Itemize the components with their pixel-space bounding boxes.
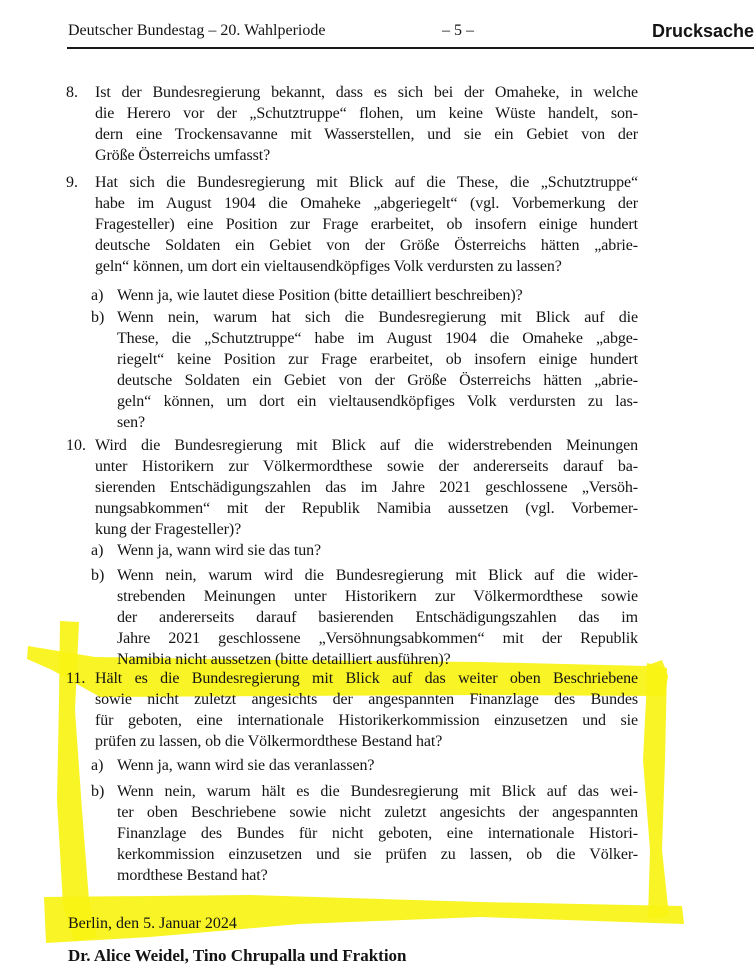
text-line: prüfen zu lassen, ob die Völkermordthese Bestand hat? (95, 733, 443, 750)
sub-item-text (117, 285, 638, 306)
sub-item-letter: a) (91, 287, 104, 304)
text-line: geln“ können, um dort ein vieltausendköpfiges Volk verdursten zu lassen? (95, 258, 562, 275)
sub-item-text (117, 540, 638, 561)
sub-item-letter: b) (91, 783, 105, 800)
question-text (95, 435, 638, 540)
header-rule (67, 47, 754, 49)
text-line: unter Historikern zur Völkermordthese sowie der andererseits darauf ba- (95, 458, 638, 475)
text-line: sowie nicht zuletzt angesichts der angespannten Finanzlage des Bundes (95, 691, 638, 708)
text-line: Größe Österreichs umfasst? (95, 147, 271, 164)
sub-item-letter: a) (91, 542, 104, 559)
question-number: 8. (66, 84, 78, 101)
text-line: Jahre 2021 geschlossene „Versöhnungsabkommen“ mit der Republik (117, 630, 638, 647)
text-line: die Herero vor der „Schutztruppe“ flohen, um keine Wüste handelt, son- (95, 105, 638, 122)
text-line: sierenden Entschädigungszahlen das im Jahre 2021 geschlossene „Versöh- (95, 479, 638, 496)
sub-item-letter: a) (91, 757, 104, 774)
text-line: deutsche Soldaten ein Gebiet von der Größe Österreichs hätten „abrie- (117, 372, 638, 389)
text-line: mordthese Bestand hat? (117, 867, 268, 884)
text-line: habe im August 1904 die Omaheke „abgeriegelt“ (vgl. Vorbemerkung der (95, 195, 638, 212)
sub-item-text (117, 307, 638, 433)
question-text (95, 172, 638, 277)
page-number: – 5 – (442, 22, 474, 39)
sub-item-text (117, 755, 638, 776)
text-line: nungsabkommen“ mit der Republik Namibia aussetzen (vgl. Vorbemer- (95, 500, 638, 517)
text-line: Wenn nein, warum wird die Bundesregierung mit Blick auf die wider- (117, 567, 638, 584)
text-line: geln“ können, um dort ein vieltausendköpfiges Volk verdursten zu las- (117, 393, 638, 410)
question-number: 10. (66, 437, 86, 454)
sub-item-letter: b) (91, 309, 105, 326)
text-line: Wenn ja, wann wird sie das veranlassen? (117, 757, 375, 774)
question-number: 11. (66, 670, 86, 687)
text-line: der andererseits darauf basierenden Entschädigungszahlen das im (117, 609, 638, 626)
sub-item-text (117, 565, 638, 670)
text-line: ter oben Beschriebene sowie nicht zuletzt angesichts der angespannten (117, 804, 638, 821)
text-line: Wird die Bundesregierung mit Blick auf die widerstrebenden Meinungen (95, 437, 638, 454)
text-line: sen? (117, 414, 146, 431)
drucksache-label: Drucksache (652, 21, 754, 41)
text-line: für geboten, eine internationale Historikerkommission einzusetzen und sie (95, 712, 638, 729)
text-line: Wenn ja, wie lautet diese Position (bitte detailliert beschreiben)? (117, 287, 523, 304)
text-line: Ist der Bundesregierung bekannt, dass es sich bei der Omaheke, in welche (95, 84, 638, 101)
question-text (95, 82, 638, 166)
header-publication-line: Deutscher Bundestag – 20. Wahlperiode (68, 22, 326, 39)
sub-item-text (117, 781, 638, 886)
question-text (95, 668, 638, 752)
text-line: Wenn ja, wann wird sie das tun? (117, 542, 322, 559)
text-line: strebenden Meinungen unter Historikern zur Völkermordthese sowie (117, 588, 638, 605)
signature-line: Dr. Alice Weidel, Tino Chrupalla und Fraktion (68, 946, 407, 965)
text-line: These, die „Schutztruppe“ habe im August 1904 die Omaheke „abge- (117, 330, 638, 347)
text-line: Hält es die Bundesregierung mit Blick auf das weiter oben Beschriebene (95, 670, 638, 687)
text-line: riegelt“ keine Position zur Frage erarbeitet, ob insofern einige hundert (117, 351, 638, 368)
text-line: deutsche Soldaten ein Gebiet von der Größe Österreichs hätten „abrie- (95, 237, 638, 254)
date-line: Berlin, den 5. Januar 2024 (68, 915, 237, 932)
text-line: Namibia nicht aussetzen (bitte detailliert ausführen)? (117, 651, 451, 668)
text-line: Fragesteller) eine Position zur Frage erarbeitet, ob insofern einige hundert (95, 216, 638, 233)
question-number: 9. (66, 174, 78, 191)
text-line: Finanzlage des Bundes für nicht geboten, eine internationale Histori- (117, 825, 638, 842)
text-line: kerkommission einzusetzen und sie prüfen zu lassen, ob die Völker- (117, 846, 638, 863)
text-line: Hat sich die Bundesregierung mit Blick auf die These, die „Schutztruppe“ (95, 174, 638, 191)
text-line: Wenn nein, warum hat sich die Bundesregierung mit Blick auf die (117, 309, 638, 326)
text-line: kung der Fragesteller)? (95, 521, 242, 538)
text-line: Wenn nein, warum hält es die Bundesregierung mit Blick auf das wei- (117, 783, 638, 800)
sub-item-letter: b) (91, 567, 105, 584)
text-line: dern eine Trockensavanne mit Wasserstellen, und sie ein Gebiet von der (95, 126, 638, 143)
